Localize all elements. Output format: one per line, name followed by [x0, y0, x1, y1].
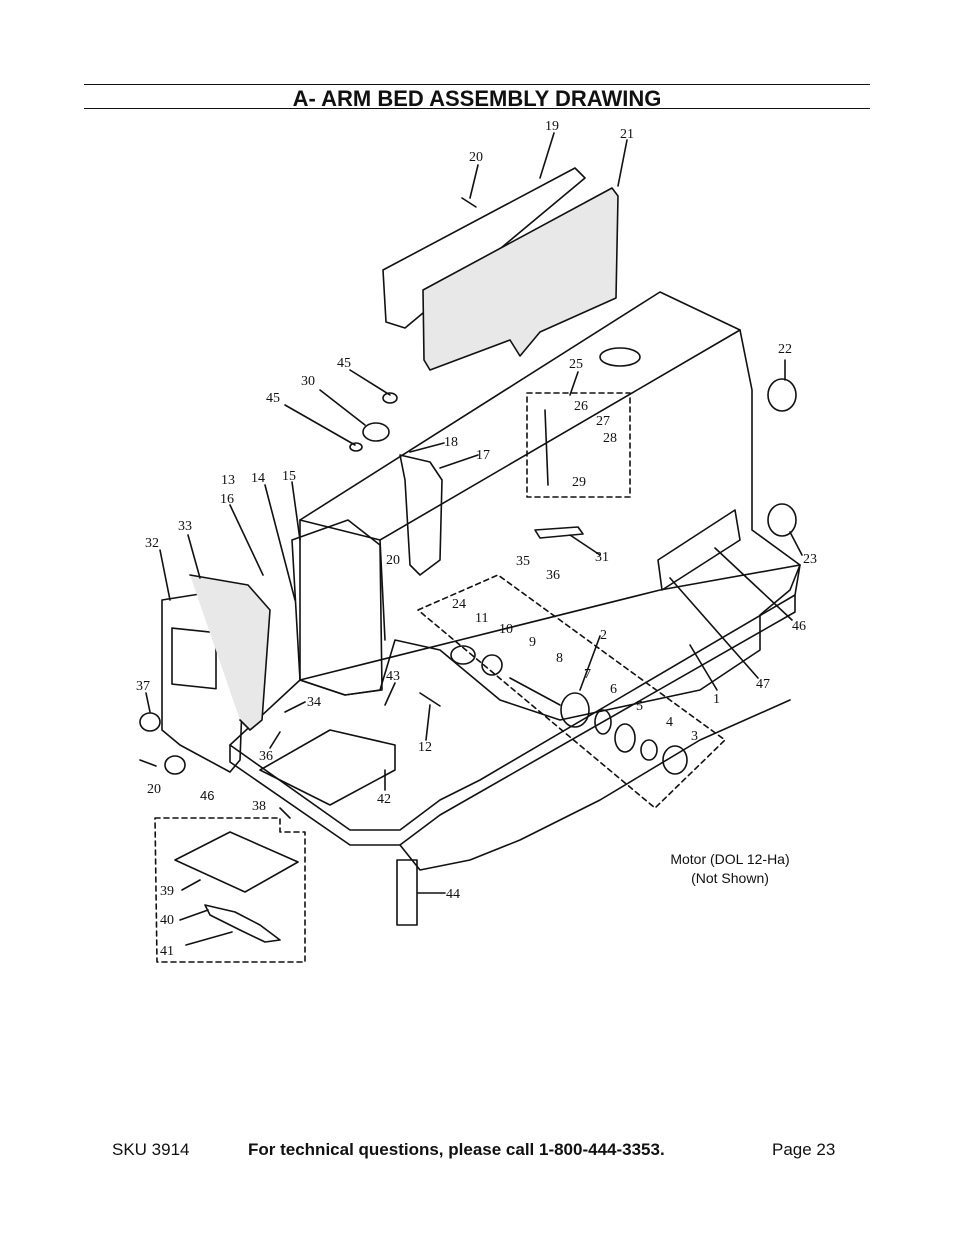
callout-7: 7 — [584, 667, 591, 682]
callout-42: 42 — [377, 792, 391, 807]
callout-10: 10 — [499, 622, 513, 637]
callout-47: 47 — [756, 677, 770, 692]
plug-46 — [165, 756, 185, 774]
callout-31: 31 — [595, 550, 609, 565]
callout-46-right: 46 — [792, 619, 806, 634]
callout-24: 24 — [452, 597, 466, 612]
callout-20-top: 20 — [469, 150, 483, 165]
callout-45-top: 45 — [337, 356, 351, 371]
motor-note — [650, 850, 810, 888]
callout-46-left: 46 — [200, 788, 215, 803]
arm-top-hole — [600, 348, 640, 366]
pin-12 — [420, 693, 440, 706]
callout-14: 14 — [251, 471, 265, 486]
head-frame-15 — [292, 520, 382, 695]
gasket-33 — [190, 575, 270, 730]
footer-page-number: Page 23 — [772, 1140, 836, 1159]
callout-25: 25 — [569, 357, 583, 372]
callout-3: 3 — [691, 729, 698, 744]
gasket-21 — [423, 188, 618, 370]
callout-33: 33 — [178, 519, 192, 534]
motor-note-line1: Motor (DOL 12-Ha) — [670, 851, 790, 867]
callout-15: 15 — [282, 469, 296, 484]
callout-36-bottom: 36 — [259, 749, 273, 764]
callout-44: 44 — [446, 887, 460, 902]
callout-34: 34 — [307, 695, 321, 710]
callout-2: 2 — [600, 628, 607, 643]
callout-28: 28 — [603, 431, 617, 446]
pulley-7 — [561, 693, 589, 727]
part-5 — [615, 724, 635, 752]
plug-37 — [140, 713, 160, 731]
cap-30 — [363, 423, 389, 441]
callout-38: 38 — [252, 799, 266, 814]
screw-20-bottom — [140, 760, 156, 766]
bushing-22 — [768, 379, 796, 411]
shaft-8 — [510, 678, 560, 705]
callout-20-mid: 20 — [386, 553, 400, 568]
footer-sku: SKU 3914 — [112, 1140, 190, 1159]
callout-5: 5 — [636, 699, 643, 714]
callout-22: 22 — [778, 342, 792, 357]
arm-top-edge — [300, 330, 740, 540]
callout-13: 13 — [221, 473, 235, 488]
link-31 — [535, 527, 583, 538]
callout-4: 4 — [666, 715, 673, 730]
callout-27: 27 — [596, 414, 610, 429]
face-plate-window — [172, 628, 216, 689]
callout-35: 35 — [516, 554, 530, 569]
callout-23: 23 — [803, 552, 817, 567]
callout-1: 1 — [713, 692, 720, 707]
callout-17: 17 — [476, 448, 490, 463]
part-4 — [641, 740, 657, 760]
callout-12: 12 — [418, 740, 432, 755]
plug-45-left — [350, 443, 362, 451]
callout-19: 19 — [545, 119, 559, 134]
callout-32: 32 — [145, 536, 159, 551]
callout-37: 37 — [136, 679, 150, 694]
callout-9: 9 — [529, 635, 536, 650]
callout-16: 16 — [220, 492, 234, 507]
page-title: A- ARM BED ASSEMBLY DRAWING — [292, 86, 662, 111]
callout-29: 29 — [572, 475, 586, 490]
callout-40: 40 — [160, 913, 174, 928]
callout-18: 18 — [444, 435, 458, 450]
callout-45-left: 45 — [266, 391, 280, 406]
callout-36-top: 36 — [546, 568, 560, 583]
callout-30: 30 — [301, 374, 315, 389]
thread-take-up-cover-17 — [400, 455, 442, 575]
screw-20-top — [462, 198, 476, 207]
needle-plate-area — [260, 730, 395, 805]
footer-help-text: For technical questions, please call 1-800-444-3353. — [248, 1140, 665, 1159]
callout-26: 26 — [574, 399, 588, 414]
arm-casting — [300, 292, 800, 720]
callout-8: 8 — [556, 651, 563, 666]
motor-note-line2: (Not Shown) — [691, 870, 769, 886]
bushing-44 — [397, 860, 417, 925]
callout-6: 6 — [610, 682, 617, 697]
callout-11: 11 — [475, 611, 489, 626]
callout-20-bottom: 20 — [147, 782, 161, 797]
callout-43: 43 — [386, 669, 400, 684]
callout-21: 21 — [620, 127, 634, 142]
callout-41: 41 — [160, 944, 174, 959]
group-box-38 — [155, 818, 305, 962]
bearing-23 — [768, 504, 796, 536]
callout-39: 39 — [160, 884, 174, 899]
